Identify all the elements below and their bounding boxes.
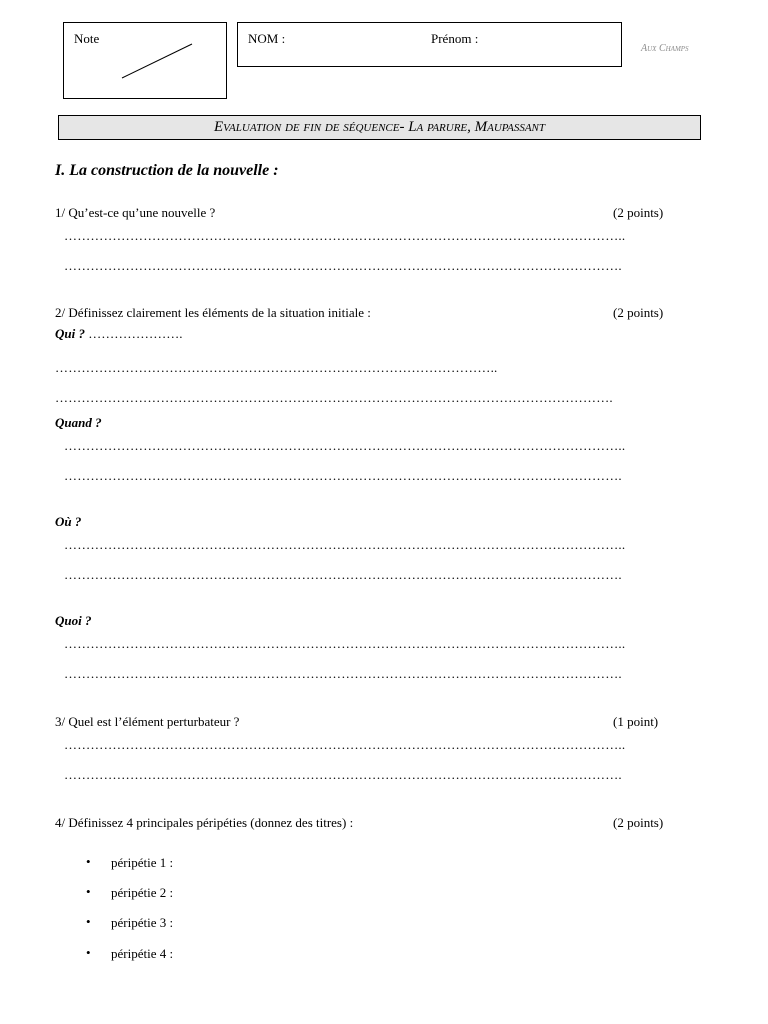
- list-item: péripétie 3 :: [111, 915, 174, 930]
- answer-line[interactable]: ……………………………………………………………………………………………………………….: [64, 258, 622, 273]
- quoi-label: Quoi ?: [55, 613, 92, 628]
- bullet-icon: •: [86, 854, 91, 869]
- qui-label: Qui ?: [55, 326, 85, 341]
- section-heading: I. La construction de la nouvelle :: [55, 162, 279, 179]
- question-3: 3/ Quel est l’élément perturbateur ?: [55, 714, 240, 729]
- answer-line[interactable]: ………………………………………………………………………………………………………………..: [64, 438, 626, 453]
- quand-label: Quand ?: [55, 415, 102, 430]
- question-1-points: (2 points): [613, 205, 664, 220]
- answer-line[interactable]: ………………………………………………………………………………………..: [55, 360, 498, 375]
- ou-label: Où ?: [55, 514, 82, 529]
- name-box[interactable]: [237, 22, 622, 67]
- question-4-points: (2 points): [613, 815, 664, 830]
- nom-label: NOM :: [248, 31, 286, 46]
- question-4: 4/ Définissez 4 principales péripéties (donnez des titres) :: [55, 815, 354, 830]
- answer-line[interactable]: ……………………………………………………………………………………………………………….: [64, 468, 622, 483]
- answer-line[interactable]: ………………………………………………………………………………………………………………..: [64, 737, 626, 752]
- bullet-icon: •: [86, 884, 91, 899]
- question-3-points: (1 point): [613, 714, 659, 729]
- list-item: péripétie 4 :: [111, 946, 174, 961]
- list-item: péripétie 2 :: [111, 885, 174, 900]
- note-label: Note: [74, 31, 100, 46]
- answer-line[interactable]: ………………………………………………………………………………………………………………..: [64, 228, 626, 243]
- answer-line[interactable]: ………………………………………………………………………………………………………………..: [64, 537, 626, 552]
- list-item: péripétie 1 :: [111, 855, 174, 870]
- note-box: [63, 22, 227, 99]
- page-title: Evaluation de fin de séquence- La parure, Maupassant: [213, 119, 545, 135]
- title-box: [58, 115, 701, 140]
- answer-line[interactable]: ……………………………………………………………………………………………………………….: [64, 567, 622, 582]
- answer-line[interactable]: ………………………………………………………………………………………………………………..: [64, 636, 626, 651]
- question-2: 2/ Définissez clairement les éléments de la situation initiale :: [55, 305, 371, 320]
- answer-line[interactable]: ……………………………………………………………………………………………………………….: [64, 767, 622, 782]
- header-tag: Aux Champs: [641, 43, 689, 54]
- answer-line[interactable]: ……………………………………………………………………………………………………………….: [55, 390, 613, 405]
- question-1: 1/ Qu’est-ce qu’une nouvelle ?: [55, 205, 216, 220]
- question-2-points: (2 points): [613, 305, 664, 320]
- qui-row: [55, 326, 182, 342]
- answer-line[interactable]: ……………………………………………………………………………………………………………….: [64, 666, 622, 681]
- note-slash: [64, 23, 228, 100]
- bullet-icon: •: [86, 914, 91, 929]
- prenom-label: Prénom :: [431, 31, 479, 46]
- qui-dots[interactable]: ………………….: [88, 326, 183, 341]
- bullet-icon: •: [86, 945, 91, 960]
